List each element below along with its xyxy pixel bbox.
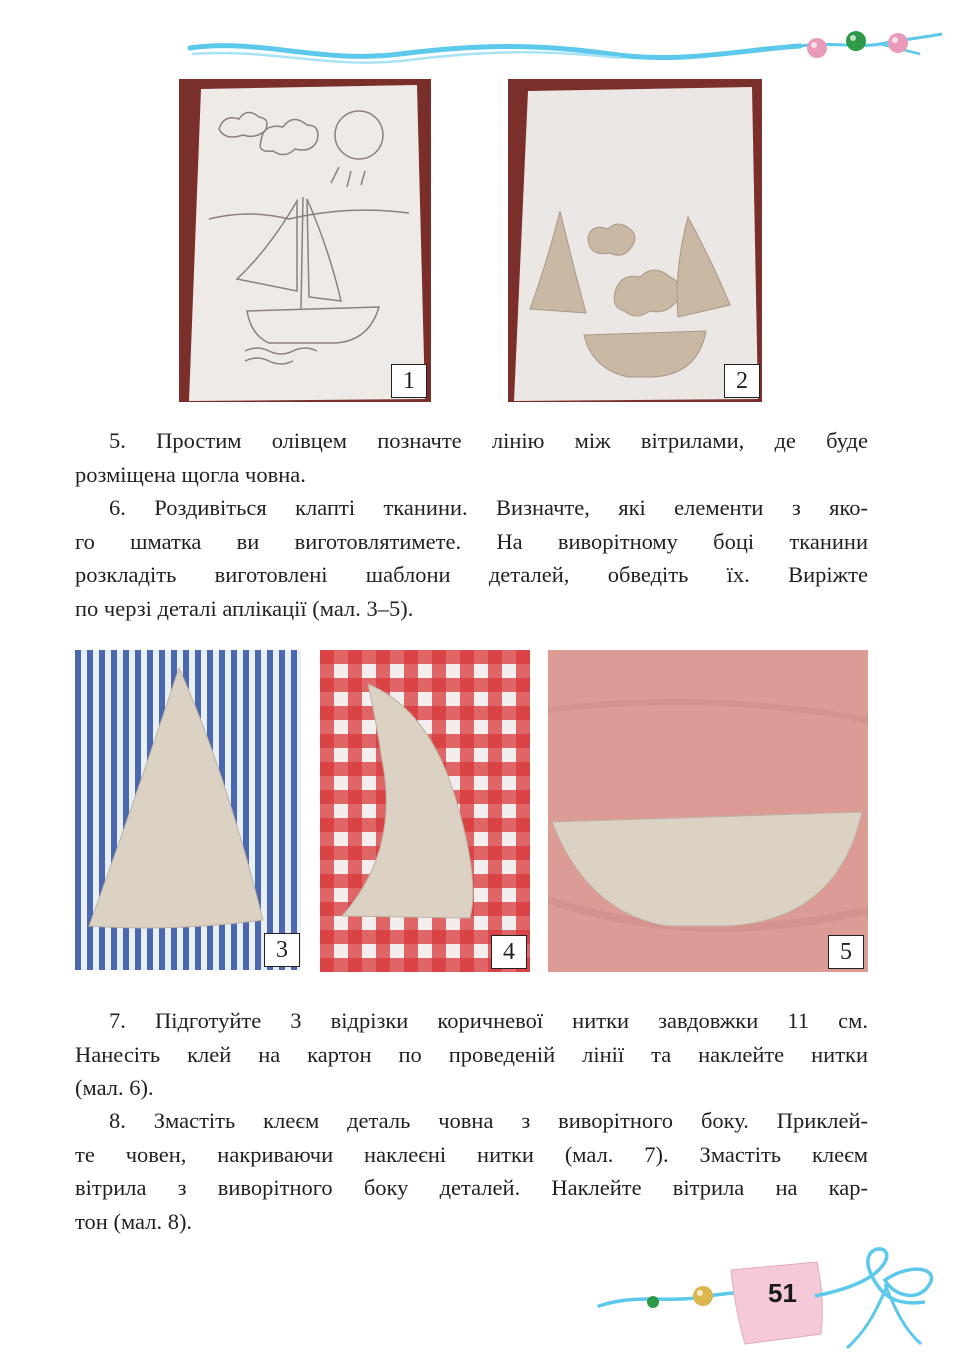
pink-bead-icon	[888, 33, 908, 53]
step-8-line-3: вітрила з виворітного боку деталей. Наклейте вітрила на кар-	[75, 1175, 868, 1200]
step-6-line-1: 6. Роздивіться клапті тканини. Визначте, які елементи з яко-	[109, 495, 868, 520]
step-6-line-2: го шматка ви виготовлятимете. На виворітному боці тканини	[75, 528, 868, 554]
step-7-paragraph	[75, 1004, 868, 1105]
figure-4-sail-on-gingham-fabric-photo	[320, 650, 530, 972]
step-6-line-3: розкладіть виготовлені шаблони деталей, обведіть їх. Виріжте	[75, 562, 868, 587]
pink-bead-icon	[807, 38, 827, 58]
figure-5-label: 5	[828, 935, 864, 969]
page-number: 51	[768, 1278, 797, 1308]
step-7-line-1: 7. Підготуйте 3 відрізки коричневої нитки завдовжки 11 см.	[109, 1008, 868, 1033]
step-5-line-2: розміщена щогла човна.	[75, 461, 306, 487]
figure-3-label: 3	[264, 933, 300, 967]
step-8-paragraph	[75, 1104, 868, 1238]
figure-1-boat-sketch-photo	[179, 79, 431, 402]
step-8-line-1: 8. Змастіть клеєм деталь човна з виворітного боку. Приклей-	[109, 1108, 868, 1133]
top-ribbon-decoration	[180, 20, 950, 80]
gold-bead-icon	[693, 1286, 713, 1306]
step-6-line-4: по черзі деталі аплікації (мал. 3–5).	[75, 595, 414, 621]
step-7-line-2: Нанесіть клей на картон по проведеній лінії та наклейте нитки	[75, 1041, 868, 1067]
step-5-paragraph	[75, 424, 868, 491]
figure-4-label: 4	[491, 935, 527, 969]
step-8-line-4: тон (мал. 8).	[75, 1208, 193, 1234]
step-5-line-1: 5. Простим олівцем позначте лінію між вітрилами, де буде	[109, 428, 868, 453]
step-7-line-3: (мал. 6).	[75, 1075, 154, 1100]
step-8-line-2: те човен, накриваючи наклеєні нитки (мал. 7). Змастіть клеєм	[75, 1141, 868, 1167]
figure-1-label: 1	[391, 364, 427, 398]
step-6-paragraph	[75, 491, 868, 625]
green-bead-icon	[846, 31, 866, 51]
figure-2-templates-photo	[508, 79, 762, 402]
figure-2-label: 2	[724, 364, 760, 398]
green-bead-icon	[647, 1296, 659, 1308]
figure-5-hull-on-pink-fabric-photo	[548, 650, 868, 972]
figure-3-sail-on-striped-fabric-photo	[75, 650, 301, 970]
